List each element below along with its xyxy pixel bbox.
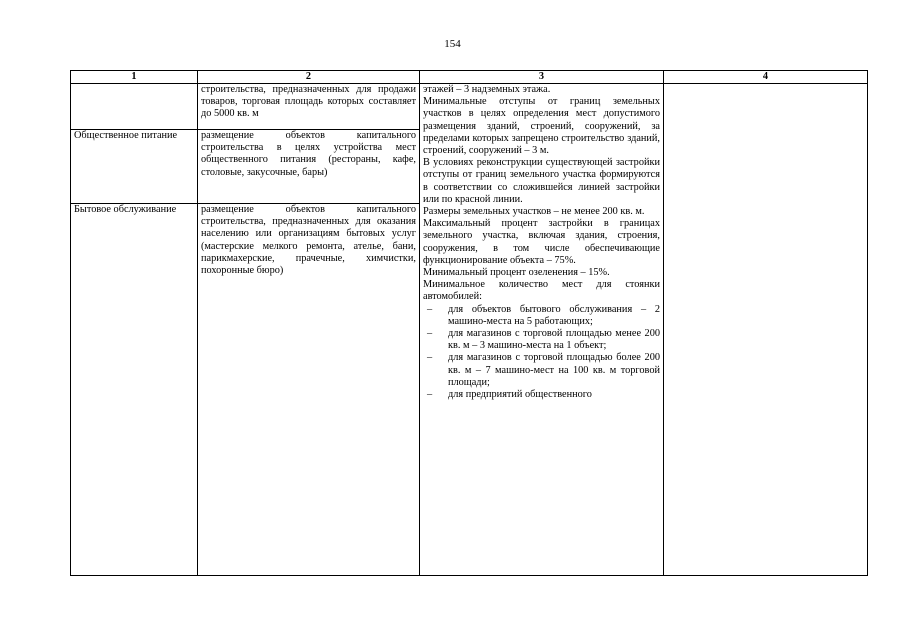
table-row bbox=[71, 84, 868, 130]
parameter-paragraph: Максимальный процент застройки в границах земельного участка, включая здания, строения, сооружения, в том числе обеспечивающие функционирование объекта – 75%. bbox=[423, 218, 660, 266]
parameter-paragraph: В условиях реконструкции существующей застройки отступы от границ земельного участка формируются в соответствии со сложившейся линией застройки или по красной линии. bbox=[423, 157, 660, 205]
column-header-3: 3 bbox=[420, 71, 664, 84]
parameter-paragraph: Минимальное количество мест для стоянки автомобилей: bbox=[423, 279, 660, 303]
page-number: 154 bbox=[444, 38, 461, 50]
list-item: – для объектов бытового обслуживания – 2 машино-места на 5 работающих; bbox=[423, 304, 660, 328]
notes-cell bbox=[664, 84, 868, 576]
parking-requirements-list bbox=[423, 304, 660, 402]
table-header-row bbox=[71, 71, 868, 84]
parameters-cell bbox=[420, 84, 664, 576]
use-description-cell-continued: строительства, предназначенных для продажи товаров, торговая площадь которых составляет до 5000 кв. м bbox=[198, 84, 420, 130]
use-type-cell: Общественное питание bbox=[71, 130, 198, 204]
column-header-1: 1 bbox=[71, 71, 198, 84]
parameter-paragraph: Размеры земельных участков – не менее 200 кв. м. bbox=[423, 206, 645, 218]
list-item: – для предприятий общественного bbox=[423, 389, 660, 401]
parameter-paragraph: этажей – 3 надземных этажа. bbox=[423, 84, 551, 95]
list-item: – для магазинов с торговой площадью менее 200 кв. м – 3 машино-места на 1 объект; bbox=[423, 328, 660, 352]
use-type-cell-continued bbox=[71, 84, 198, 130]
column-header-4: 4 bbox=[664, 71, 868, 84]
parameter-paragraph: Минимальный процент озеленения – 15%. bbox=[423, 267, 610, 279]
parameter-paragraph: Минимальные отступы от границ земельных участков в целях определения мест допустимого размещения зданий, строений, сооружений, за пределами которых запрещено строительство зданий, строений, сооружений – 3 м. bbox=[423, 96, 660, 157]
column-header-2: 2 bbox=[198, 71, 420, 84]
list-item: – для магазинов с торговой площадью более 200 кв. м – 7 машино-мест на 100 кв. м торговой площади; bbox=[423, 352, 660, 389]
regulations-table bbox=[70, 70, 868, 576]
use-description-cell: размещение объектов капитального строительства, предназначенных для оказания населению или организациям бытовых услуг (мастерские мелкого ремонта, ателье, бани, парикмахерские, прачечные, химчистки, похоронные бюро) bbox=[198, 204, 420, 576]
use-description-cell: размещение объектов капитального строительства в целях устройства мест общественного питания (рестораны, кафе, столовые, закусочные, бары) bbox=[198, 130, 420, 204]
use-type-cell: Бытовое обслуживание bbox=[71, 204, 198, 576]
